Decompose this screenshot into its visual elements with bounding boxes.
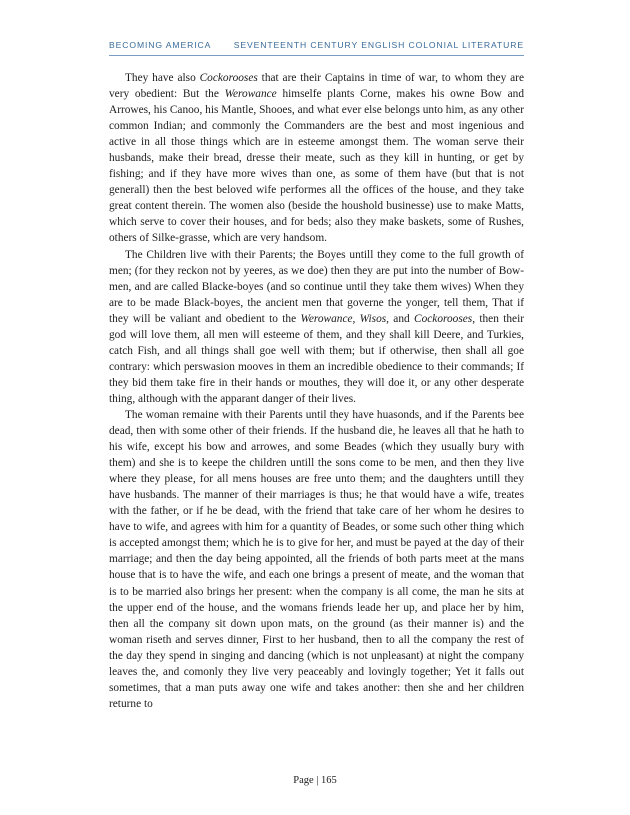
header-section-title: SEVENTEENTH CENTURY ENGLISH COLONIAL LITERATURE (233, 40, 524, 50)
page-footer (0, 775, 630, 786)
paragraph-marriage: The woman remaine with their Parents until they have huasonds, and if the Parents bee dead, then with some other of their friends. If the husband die, he leaves all that he hath to his wife, except his bow and arrowes, and some Beades (which they usually bury with them) and she is to keepe the children untill the sons come to be men, and then they live where they please, for all mens houses are free unto them; and the daughters untill they have husbands. The manner of their marriages is thus; he that would have a wife, treates with the father, or if he be dead, with the friend that take care of her whom he desires to have to wife, and agrees with him for a quantity of Beades, or some such other thing which is accepted amongst them; which he is to give for her, and must be payed at the day of their marriage; and then the day being appointed, all the friends of both parts meet at the mans house that is to have the wife, and each one brings a present of meate, and the woman that is to be married also brings her present: when the company is all come, the man he sits at the upper end of the house, and the womans friends leade her up, and place her by him, then all the company sit down upon mats, on the ground (as their manner is) and the woman riseth and serves dinner, First to her husband, then to all the company the rest of the day they spend in singing and dancing (which is not unpleasant) at night the company leaves the, and comonly they live very peaceably and lovingly together; Yet it falls out sometimes, that a man puts away one wife and takes another: then she and her children returne to (109, 408, 524, 710)
running-header (109, 40, 524, 50)
header-book-title: BECOMING AMERICA (109, 40, 212, 50)
paragraph-children: The Children live with their Parents; the Boyes untill they come to the full growth of men; (for they reckon not by yeeres, as we doe) then they are put into the number of Bow-men, and are called Blacke-boyes (and so continue until they take them wives) When they are to be made Black-boyes, the ancient men that governe the yonger, tell them, That if they will be valiant and obedient to the Werowance, Wisos, and Cockorooses, then their god will love them, all men will esteeme of them, and they shall kill Deere, and Turkies, catch Fish, and all things shall goe well with them; but if otherwise, then shall all goe contrary: which perswasion mooves in them an incredible obedience to their commands; If they bid them take fire in their hands or mouthes, they will doe it, or any other desperate thing, although with the apparant danger of their lives. (109, 248, 524, 405)
body-text (109, 70, 524, 712)
header-divider (109, 55, 524, 56)
paragraph-officers-and-wives: They have also Cockorooses that are their Captains in time of war, to whom they are very obedient: But the Werowance himselfe plants Corne, makes his owne Bow and Arrowes, his Canoo, his Mantle, Shooes, and what ever else belongs unto him, as any other common Indian; and commonly the Commanders are the best and most ingenious and active in all those things which are in esteeme amongst them. The woman serve their husbands, make their bread, dresse their meate, such as they kill in hunting, or get by fishing; and if they have more wives than one, as some of them have (but that is not generall) then the best beloved wife performes all the offices of the house, and they take great content therein. The women also (beside the houshold businesse) use to make Matts, which serve to cover their houses, and for beds; also they make baskets, some of Rushes, others of Silke-grasse, which are very handsom. (109, 72, 524, 245)
page-number: Page | 165 (293, 775, 337, 786)
